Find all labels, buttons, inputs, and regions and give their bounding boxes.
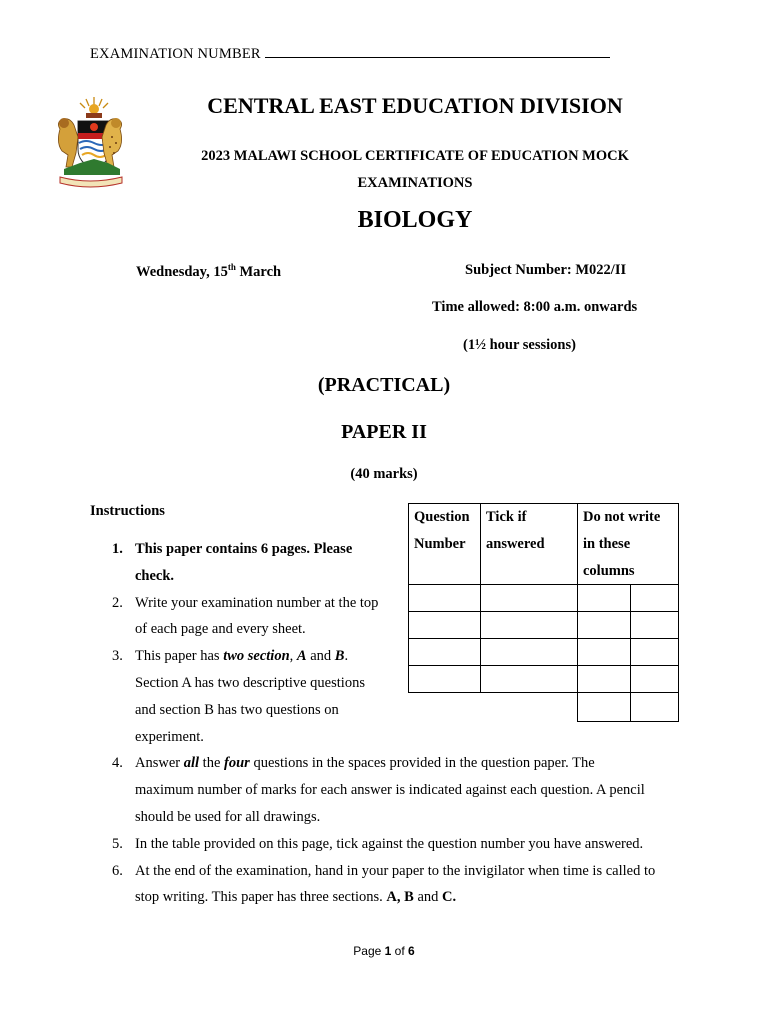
question-number-cell[interactable] xyxy=(408,611,481,639)
subject-title: BIOLOGY xyxy=(357,207,473,233)
date-ordinal: th xyxy=(227,262,236,272)
time-allowed: Time allowed: 8:00 a.m. onwards xyxy=(432,299,638,315)
session-length: (1½ hour sessions) xyxy=(463,337,576,353)
examiner-cell xyxy=(577,584,631,612)
certificate-title xyxy=(130,143,700,197)
instruction-text: should be used for all drawings. xyxy=(135,808,321,825)
examiner-cell xyxy=(630,638,679,666)
tick-cell[interactable] xyxy=(480,638,578,666)
question-number-cell[interactable] xyxy=(408,665,481,693)
instruction-text: check. xyxy=(135,567,175,584)
instruction-item xyxy=(90,858,680,912)
table-header-tick: Tick if answered xyxy=(480,503,578,585)
question-number-cell[interactable] xyxy=(408,584,481,612)
subject-number: Subject Number: M022/II xyxy=(465,262,627,278)
instruction-item xyxy=(90,590,393,644)
instruction-item xyxy=(90,536,393,590)
question-number-cell[interactable] xyxy=(408,638,481,666)
page-current: 1 xyxy=(384,944,392,958)
table-header-question-number: Question Number xyxy=(408,503,481,585)
examiner-cell xyxy=(577,665,631,693)
paper-number: PAPER II xyxy=(341,421,427,443)
exam-number-line[interactable] xyxy=(265,45,610,58)
instruction-text: This paper contains 6 pages. Please xyxy=(135,541,353,557)
item-number: 3. xyxy=(112,648,123,665)
instruction-text: This paper has two section, A and B. xyxy=(135,648,349,665)
instruction-text: Write your examination number at the top xyxy=(135,594,379,611)
examiner-cell xyxy=(630,665,679,693)
practical-label: (PRACTICAL) xyxy=(317,374,451,396)
coat-of-arms-icon xyxy=(50,93,130,189)
item-number: 6. xyxy=(112,862,123,879)
exam-number-field xyxy=(90,45,610,63)
page-of: of xyxy=(391,944,409,958)
examiner-cell xyxy=(630,584,679,612)
instruction-text: stop writing. This paper has three sections. A, B and C. xyxy=(135,889,457,906)
instruction-item xyxy=(90,643,393,750)
instruction-text: Answer all the four questions in the spaces provided in the question paper. The xyxy=(135,755,595,772)
instruction-text: maximum number of marks for each answer is indicated against each question. A pencil xyxy=(135,782,645,799)
certificate-line-2: EXAMINATIONS xyxy=(357,175,473,191)
examiner-cell xyxy=(577,638,631,666)
item-number: 2. xyxy=(112,594,123,611)
instruction-text: of each page and every sheet. xyxy=(135,621,306,638)
instruction-text: At the end of the examination, hand in your paper to the invigilator when time is called to xyxy=(135,862,656,879)
item-number: 1. xyxy=(112,541,123,557)
exam-date xyxy=(136,262,281,281)
table-header-do-not-write: Do not write in these columns xyxy=(577,503,679,585)
page-label: Page xyxy=(353,944,385,958)
instruction-item xyxy=(90,750,680,830)
instruction-text: Section A has two descriptive questions xyxy=(135,674,365,691)
examiner-cell xyxy=(577,611,631,639)
date-prefix: Wednesday, 15 xyxy=(136,263,228,280)
instruction-text: In the table provided on this page, tick against the question number you have answered. xyxy=(135,835,644,852)
examiner-cell xyxy=(630,611,679,639)
item-number: 5. xyxy=(112,835,123,852)
examiner-total-cell xyxy=(577,692,631,722)
instruction-text: experiment. xyxy=(135,728,204,745)
instructions-heading: Instructions xyxy=(90,503,165,519)
examiner-total-cell xyxy=(630,692,679,722)
date-month: March xyxy=(235,263,282,280)
tick-cell[interactable] xyxy=(480,584,578,612)
exam-number-label: EXAMINATION NUMBER xyxy=(90,46,261,62)
certificate-line-1: 2023 MALAWI SCHOOL CERTIFICATE OF EDUCATION MOCK xyxy=(201,148,629,164)
instruction-item xyxy=(90,831,680,858)
item-number: 4. xyxy=(112,755,123,772)
tick-cell[interactable] xyxy=(480,665,578,693)
division-title: CENTRAL EAST EDUCATION DIVISION xyxy=(207,93,623,118)
total-marks: (40 marks) xyxy=(350,466,418,482)
page-total: 6 xyxy=(408,944,415,958)
instruction-text: and section B has two questions on xyxy=(135,701,339,718)
tick-cell[interactable] xyxy=(480,611,578,639)
page-footer xyxy=(0,944,768,958)
